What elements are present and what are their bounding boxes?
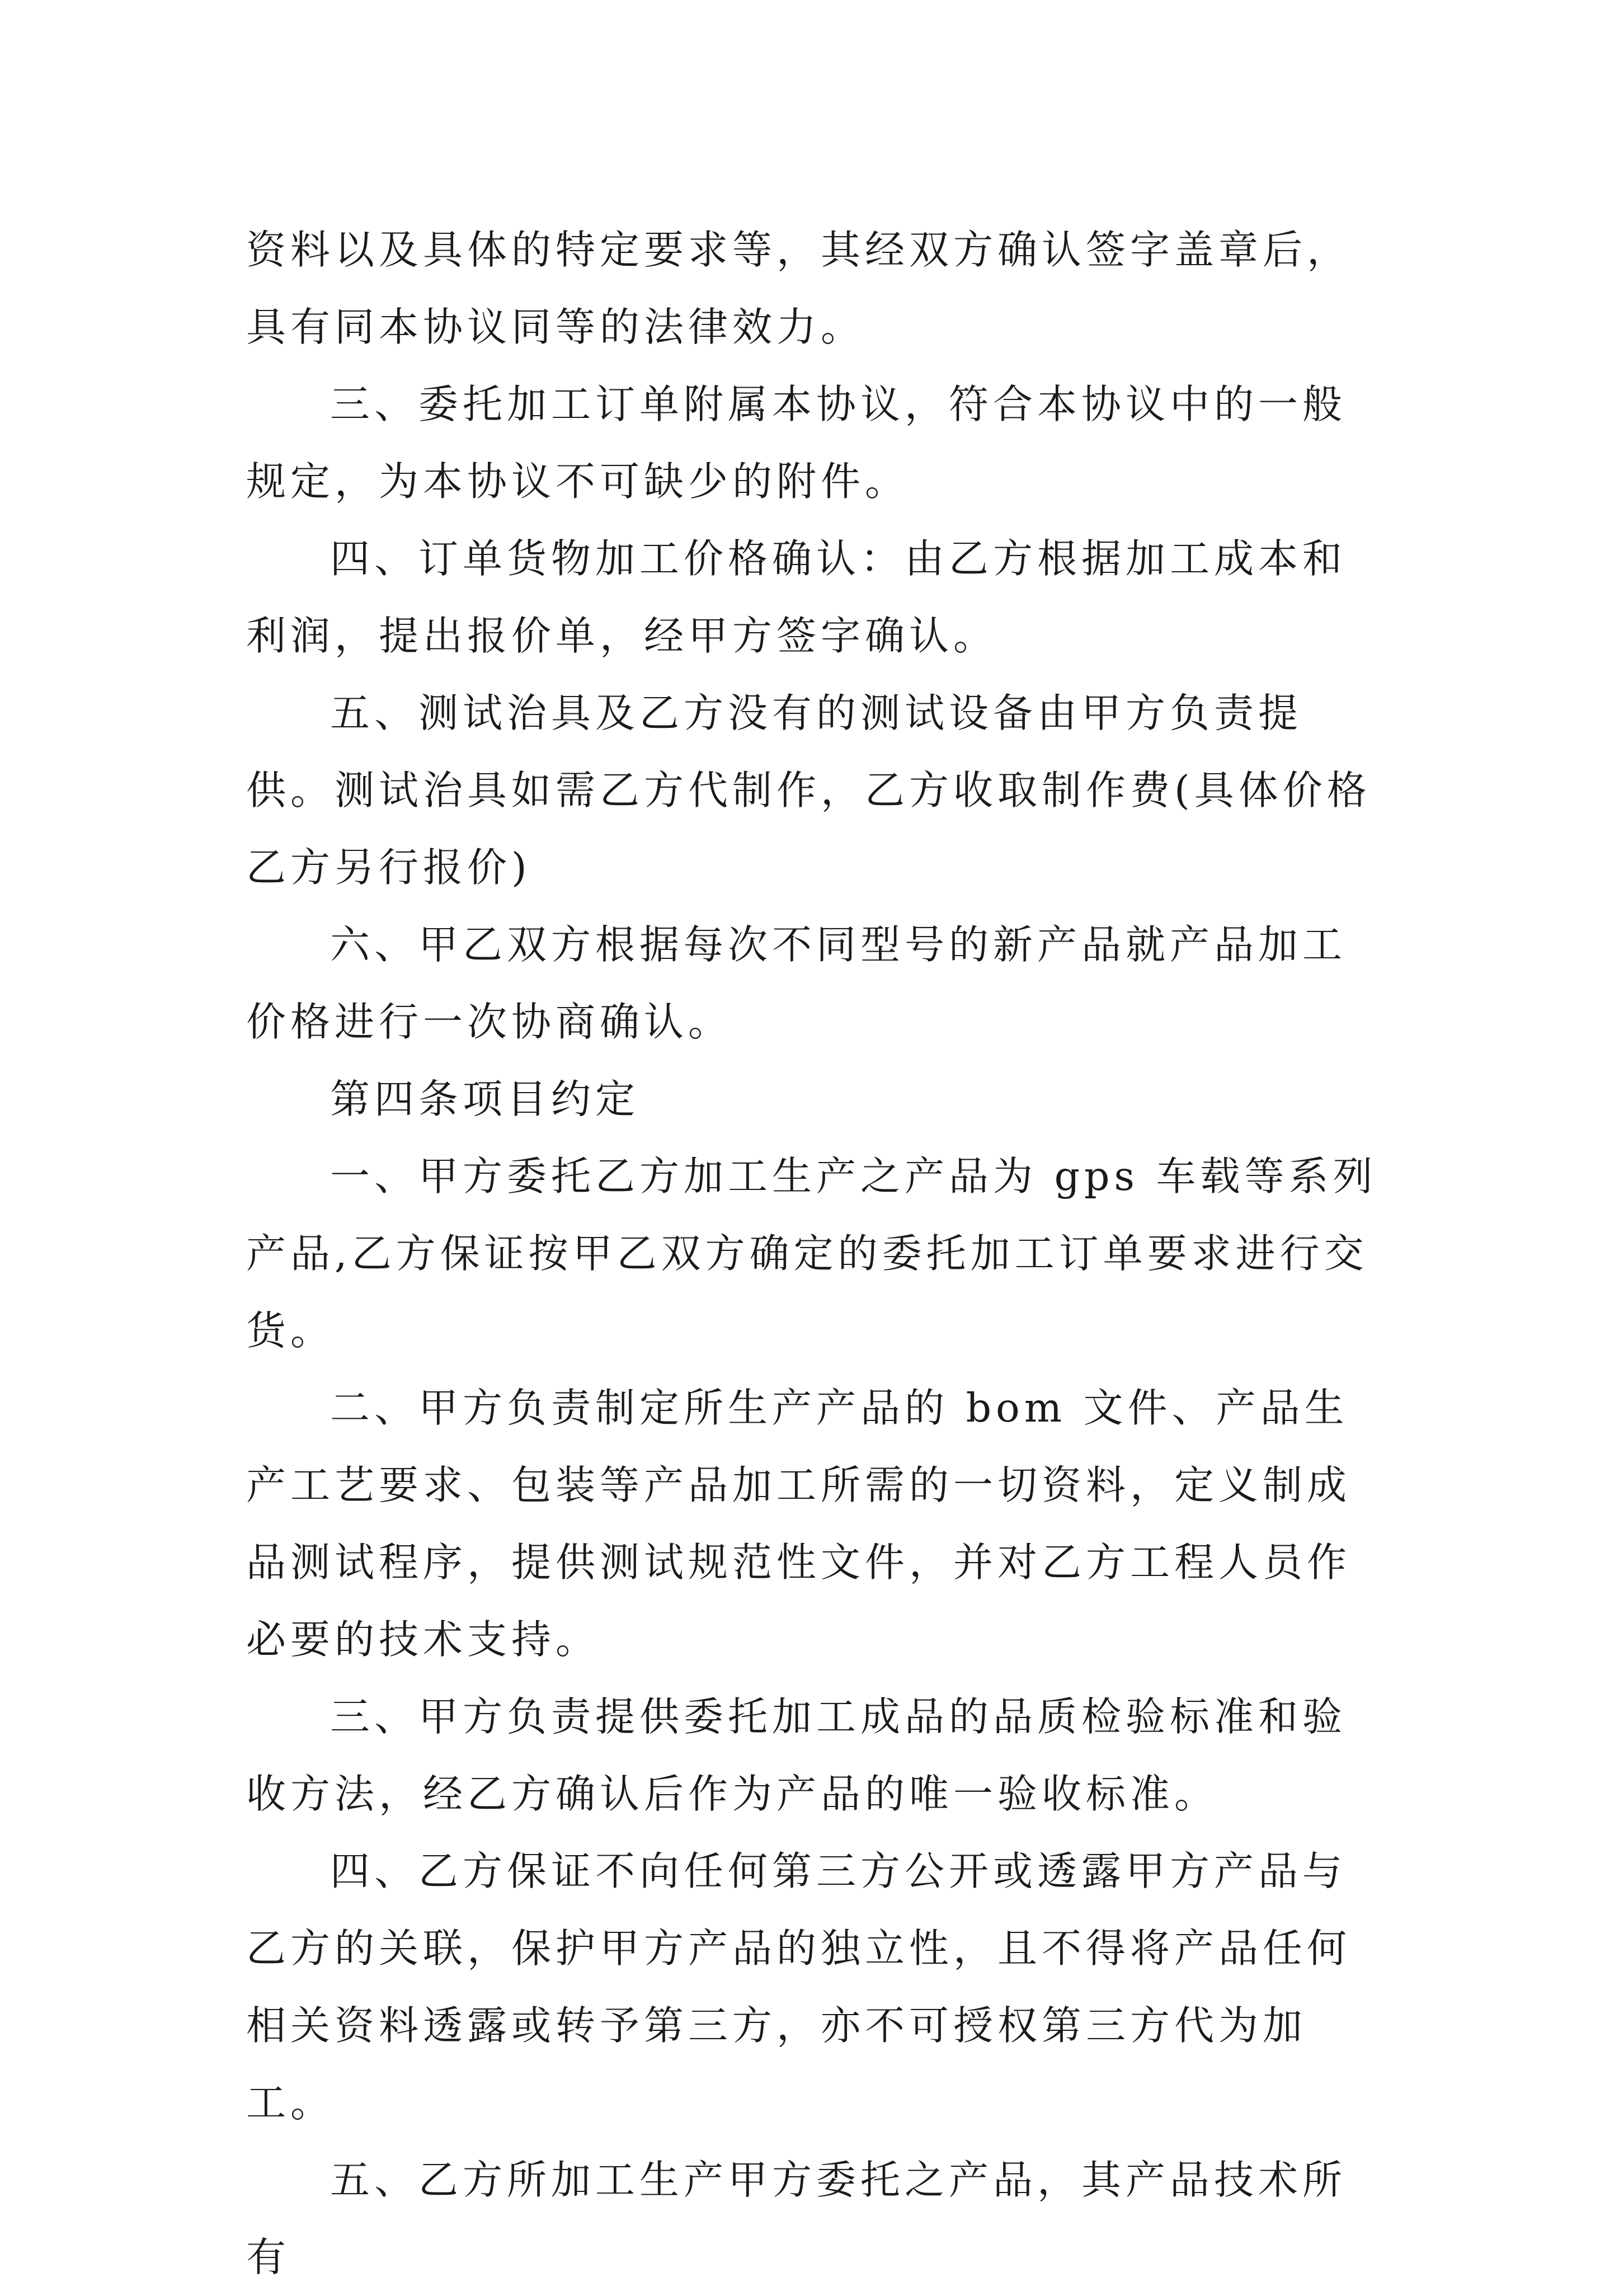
paragraph-6: 一、甲方委托乙方加工生产之产品为 gps 车载等系列产品,乙方保证按甲乙双方确定的委托加工订单要求进行交货。 — [246, 1153, 1377, 1354]
paragraph-4: 五、测试治具及乙方没有的测试设备由甲方负责提供。测试治具如需乙方代制作，乙方收取制作费(具体价格乙方另行报价) — [246, 690, 1371, 891]
paragraph-7: 二、甲方负责制定所生产产品的 bom 文件、产品生产工艺要求、包装等产品加工所需的一切资料，定义制成品测试程序，提供测试规范性文件，并对乙方工程人员作必要的技术支持。 — [246, 1385, 1352, 1663]
paragraph-2: 三、委托加工订单附属本协议，符合本协议中的一般规定，为本协议不可缺少的附件。 — [246, 381, 1347, 505]
paragraph-5: 六、甲乙双方根据每次不同型号的新产品就产品加工价格进行一次协商确认。 — [246, 921, 1347, 1045]
section-heading: 第四条项目约定 — [330, 1076, 640, 1122]
paragraph-9: 四、乙方保证不向任何第三方公开或透露甲方产品与乙方的关联，保护甲方产品的独立性，且不得将产品任何相关资料透露或转予第三方，亦不可授权第三方代为加工。 — [246, 1848, 1352, 2126]
paragraph-10: 五、乙方所加工生产甲方委托之产品，其产品技术所有 — [246, 2157, 1347, 2280]
paragraph-1: 资料以及具体的特定要求等，其经双方确认签字盖章后，具有同本协议同等的法律效力。 — [246, 227, 1352, 350]
paragraph-3: 四、订单货物加工价格确认：由乙方根据加工成本和利润，提出报价单，经甲方签字确认。 — [246, 535, 1347, 659]
document-body — [246, 211, 1390, 2296]
paragraph-8: 三、甲方负责提供委托加工成品的品质检验标准和验收方法，经乙方确认后作为产品的唯一验收标准。 — [246, 1693, 1347, 1817]
